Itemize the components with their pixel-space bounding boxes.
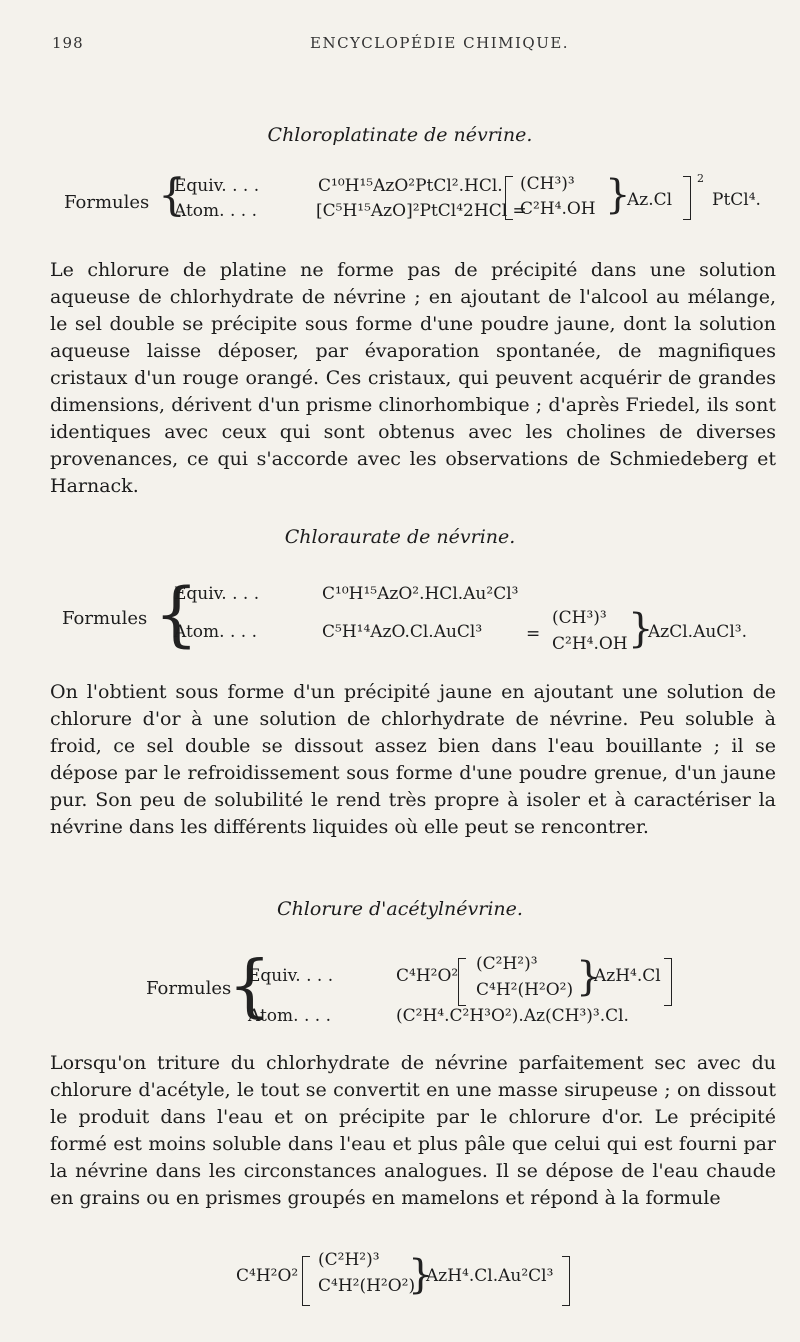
equals-sign: = xyxy=(526,624,541,644)
group-tail: Az.Cl xyxy=(627,190,673,210)
equiv-prefix: C⁴H²O² xyxy=(396,966,459,986)
section-title-chloroplatinate: Chloroplatinate de névrine. xyxy=(267,124,533,146)
final-group-tail: AzH⁴.Cl.Au²Cl³ xyxy=(426,1266,554,1286)
paragraph-chloraurate: On l'obtient sous forme d'un précipité jaune en ajoutant une solution de chlorure d'or à une solution de chlorhydrate de névrine. Peu soluble à froid, ce sel double se dissout assez bien dans l'eau bouillante ; il se dépose par le refroidissement sous forme d'une poudre grenue, d'un jaune pur. Son peu de solubilité le rend très propre à isoler et à caractériser la névrine dans les différents liquides où elle peut se rencontrer. xyxy=(50,681,776,838)
formula-label: Formules xyxy=(62,608,148,629)
group-tail: AzH⁴.Cl xyxy=(594,966,661,986)
paragraph-acetylnevrine: Lorsqu'on triture du chlorhydrate de névrine parfaitement sec avec du chlorure d'acétyle, le tout se convertit en une masse sirupeuse ; on dissout le produit dans l'eau et on précipite par le chlorure d'or. Le précipité formé est moins soluble dans l'eau et plus pâle que celui qui est fourni par la névrine dans les circonstances analogues. Il se dépose de l'eau chaude en grains ou en prismes groupés en mamelons et répond à la formule xyxy=(50,1052,776,1209)
group-top: (CH³)³ xyxy=(552,608,607,628)
formula-label: Formules xyxy=(146,978,232,999)
open-bracket xyxy=(505,176,513,220)
equiv-formula: C¹⁰H¹⁵AzO².HCl.Au²Cl³ xyxy=(322,584,519,604)
page-number: 198 xyxy=(52,34,84,52)
left-brace: { xyxy=(228,947,272,1026)
paragraph-chloroplatinate: Le chlorure de platine ne forme pas de précipité dans une solution aqueuse de chlorhydrate de névrine ; en ajoutant de l'alcool au mélange, le sel double se précipite sous forme d'une poudre jaune, dont la solution aqueuse laisse déposer, par évaporation spontanée, de magnifiques cristaux d'un rouge orangé. Ces cristaux, qui peuvent acquérir de grandes dimensions, dérivent d'un prisme clinorhombique ; d'après Friedel, ils sont identiques avec ceux qui sont obtenus avec les cholines de diverses provenances, ce qui s'accorde avec les observations de Schmiedeberg et Harnack. xyxy=(50,259,776,497)
running-title: ENCYCLOPÉDIE CHIMIQUE. xyxy=(310,34,570,52)
atom-label: Atom. . . . xyxy=(248,1006,331,1026)
atom-formula: [C⁵H¹⁵AzO]²PtCl⁴2HCl = xyxy=(316,201,527,221)
final-group-top: (C²H²)³ xyxy=(318,1250,380,1270)
atom-label: Atom. . . . xyxy=(174,201,257,221)
close-bracket xyxy=(562,1256,570,1306)
open-bracket xyxy=(302,1256,310,1306)
close-bracket xyxy=(664,958,672,1006)
equiv-label: Equiv. . . . xyxy=(248,966,334,986)
equiv-label: Equiv. . . . xyxy=(174,584,260,604)
right-brace: } xyxy=(628,606,654,652)
right-brace: } xyxy=(408,1252,434,1298)
group-bottom: C²H⁴.OH xyxy=(520,199,596,219)
left-brace: { xyxy=(158,170,186,221)
atom-formula: C⁵H¹⁴AzO.Cl.AuCl³ xyxy=(322,622,483,642)
group-tail: AzCl.AuCl³. xyxy=(648,622,747,642)
section-title-acetylnevrine: Chlorure d'acétylnévrine. xyxy=(277,898,523,920)
group-bottom: C²H⁴.OH xyxy=(552,634,628,654)
right-brace: } xyxy=(576,954,602,1000)
bracket-exponent: 2 xyxy=(697,172,704,185)
group-top: (CH³)³ xyxy=(520,174,575,194)
section-title-chloraurate: Chloraurate de névrine. xyxy=(284,526,516,548)
formula-label: Formules xyxy=(64,192,150,213)
final-group-bottom: C⁴H²(H²O²) xyxy=(318,1276,416,1296)
left-brace: { xyxy=(154,573,199,655)
atom-formula: (C²H⁴.C²H³O²).Az(CH³)³.Cl. xyxy=(396,1006,629,1026)
final-prefix: C⁴H²O² xyxy=(236,1266,299,1286)
group-bottom: C⁴H²(H²O²) xyxy=(476,980,574,1000)
open-bracket xyxy=(458,958,466,1006)
group-top: (C²H²)³ xyxy=(476,954,538,974)
close-bracket xyxy=(683,176,691,220)
atom-label: Atom. . . . xyxy=(174,622,257,642)
equiv-formula: C¹⁰H¹⁵AzO²PtCl².HCl. xyxy=(318,176,503,196)
equiv-label: Equiv. . . . xyxy=(174,176,260,196)
formula-suffix: PtCl⁴. xyxy=(712,190,761,210)
right-brace: } xyxy=(605,172,631,218)
